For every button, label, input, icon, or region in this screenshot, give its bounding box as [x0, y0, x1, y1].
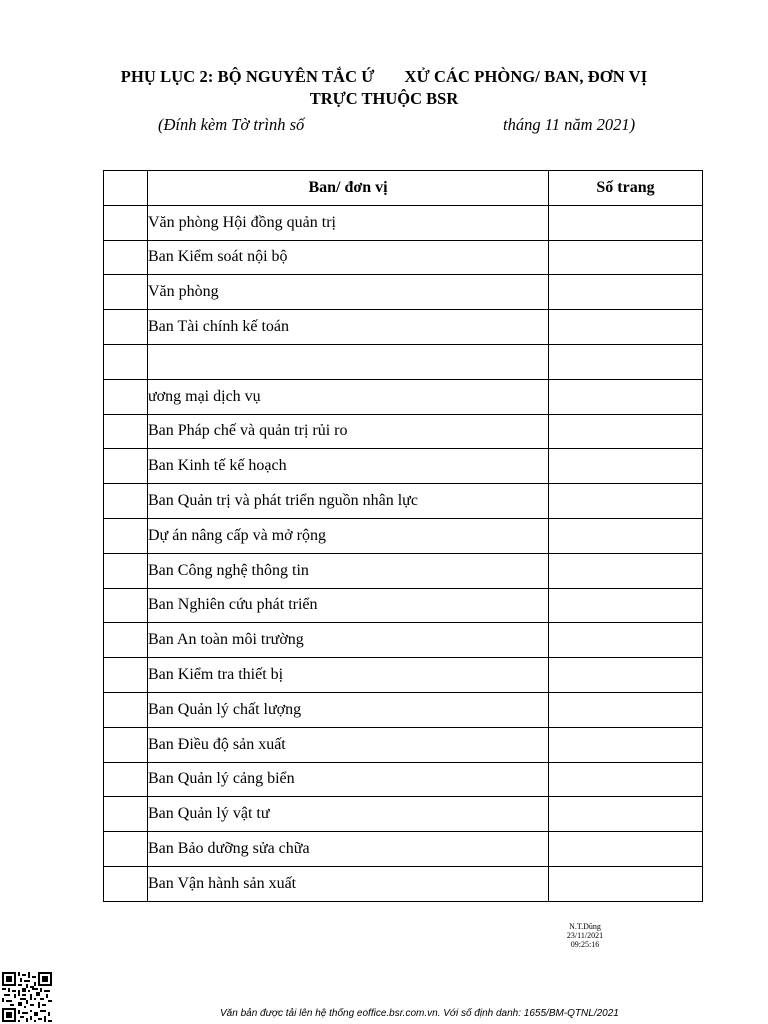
header-unit: Ban/ đơn vị: [148, 171, 549, 206]
table-row: [104, 797, 703, 832]
unit-name-cell: Ban Vận hành sản xuất: [148, 866, 549, 901]
row-index-cell: [104, 832, 148, 867]
unit-name-cell: Dự án nâng cấp và mở rộng: [148, 518, 549, 553]
row-index-cell: [104, 518, 148, 553]
pages-cell: [549, 553, 703, 588]
row-index-cell: [104, 205, 148, 240]
row-index-cell: [104, 449, 148, 484]
header-pages: Số trang: [549, 171, 703, 206]
pages-cell: [549, 588, 703, 623]
row-index-cell: [104, 588, 148, 623]
pages-cell: [549, 414, 703, 449]
table-header-row: [104, 171, 703, 206]
footer-note: Văn bản được tải lên hệ thống eoffice.bsr.com.vn. Với số định danh: 1655/BM-QTNL/2021: [220, 1008, 619, 1019]
pages-cell: [549, 727, 703, 762]
pages-cell: [549, 762, 703, 797]
row-index-cell: [104, 310, 148, 345]
units-table: [103, 170, 703, 902]
unit-name-cell: Ban Kiểm soát nội bộ: [148, 240, 549, 275]
unit-name-cell: Ban Quản lý chất lượng: [148, 692, 549, 727]
row-index-cell: [104, 762, 148, 797]
subtitle-right: tháng 11 năm 2021): [503, 115, 636, 134]
pages-cell: [549, 240, 703, 275]
table-row: [104, 310, 703, 345]
row-index-cell: [104, 414, 148, 449]
table-row: [104, 658, 703, 693]
row-index-cell: [104, 240, 148, 275]
table-row: [104, 553, 703, 588]
unit-name-cell: Ban Pháp chế và quản trị rủi ro: [148, 414, 549, 449]
pages-cell: [549, 449, 703, 484]
unit-name-cell: Ban Kiểm tra thiết bị: [148, 658, 549, 693]
pages-cell: [549, 623, 703, 658]
pages-cell: [549, 205, 703, 240]
unit-name-cell: Ban Nghiên cứu phát triển: [148, 588, 549, 623]
row-index-cell: [104, 275, 148, 310]
table-row: [104, 484, 703, 519]
document-title-line2: TRỰC THUỘC BSR: [309, 89, 459, 108]
unit-name-cell: Ban Bảo dưỡng sửa chữa: [148, 832, 549, 867]
unit-name-cell: Ban Tài chính kế toán: [148, 310, 549, 345]
row-index-cell: [104, 553, 148, 588]
table-row: [104, 866, 703, 901]
table-row: [104, 762, 703, 797]
pages-cell: [549, 797, 703, 832]
table-row: [104, 379, 703, 414]
document-title-line1: [0, 67, 768, 87]
pages-cell: [549, 658, 703, 693]
pages-cell: [549, 310, 703, 345]
unit-name-cell: Ban Kinh tế kế hoạch: [148, 449, 549, 484]
row-index-cell: [104, 344, 148, 379]
signature-time: 09:25:16: [570, 940, 600, 949]
unit-name-cell: Ban Công nghệ thông tin: [148, 553, 549, 588]
pages-cell: [549, 866, 703, 901]
table-row: [104, 832, 703, 867]
signer-name: N.T.Dũng: [569, 922, 601, 931]
signature-date: 23/11/2021: [566, 931, 604, 940]
row-index-cell: [104, 797, 148, 832]
table-row: [104, 344, 703, 379]
pages-cell: [549, 832, 703, 867]
pages-cell: [549, 692, 703, 727]
table-row: [104, 518, 703, 553]
pages-cell: [549, 379, 703, 414]
pages-cell: [549, 484, 703, 519]
table-row: [104, 727, 703, 762]
table-row: [104, 588, 703, 623]
table-row: [104, 275, 703, 310]
row-index-cell: [104, 658, 148, 693]
table-row: [104, 240, 703, 275]
table-row: [104, 449, 703, 484]
digital-signature-stamp: [562, 922, 608, 949]
title-part-right: XỬ CÁC PHÒNG/ BAN, ĐƠN VỊ: [404, 67, 648, 86]
unit-name-cell: Văn phòng Hội đồng quản trị: [148, 205, 549, 240]
header-index: [104, 171, 148, 206]
pages-cell: [549, 344, 703, 379]
unit-name-cell: Ban Quản lý cảng biển: [148, 762, 549, 797]
title-part-left: PHỤ LỤC 2: BỘ NGUYÊN TẮC Ứ: [120, 67, 375, 86]
unit-name-cell: Ban Quản trị và phát triển nguồn nhân lực: [148, 484, 549, 519]
table-row: [104, 414, 703, 449]
row-index-cell: [104, 692, 148, 727]
unit-name-cell: Văn phòng: [148, 275, 549, 310]
pages-cell: [549, 518, 703, 553]
unit-name-cell: ương mại dịch vụ: [148, 379, 549, 414]
table-row: [104, 623, 703, 658]
unit-name-cell: [148, 344, 549, 379]
row-index-cell: [104, 484, 148, 519]
unit-name-cell: Ban Điều độ sản xuất: [148, 727, 549, 762]
row-index-cell: [104, 379, 148, 414]
unit-name-cell: Ban An toàn môi trường: [148, 623, 549, 658]
row-index-cell: [104, 727, 148, 762]
table-row: [104, 692, 703, 727]
pages-cell: [549, 275, 703, 310]
row-index-cell: [104, 866, 148, 901]
row-index-cell: [104, 623, 148, 658]
subtitle-left: (Đính kèm Tờ trình số: [158, 115, 305, 134]
table-row: [104, 205, 703, 240]
qr-code-icon: [2, 972, 52, 1022]
unit-name-cell: Ban Quản lý vật tư: [148, 797, 549, 832]
